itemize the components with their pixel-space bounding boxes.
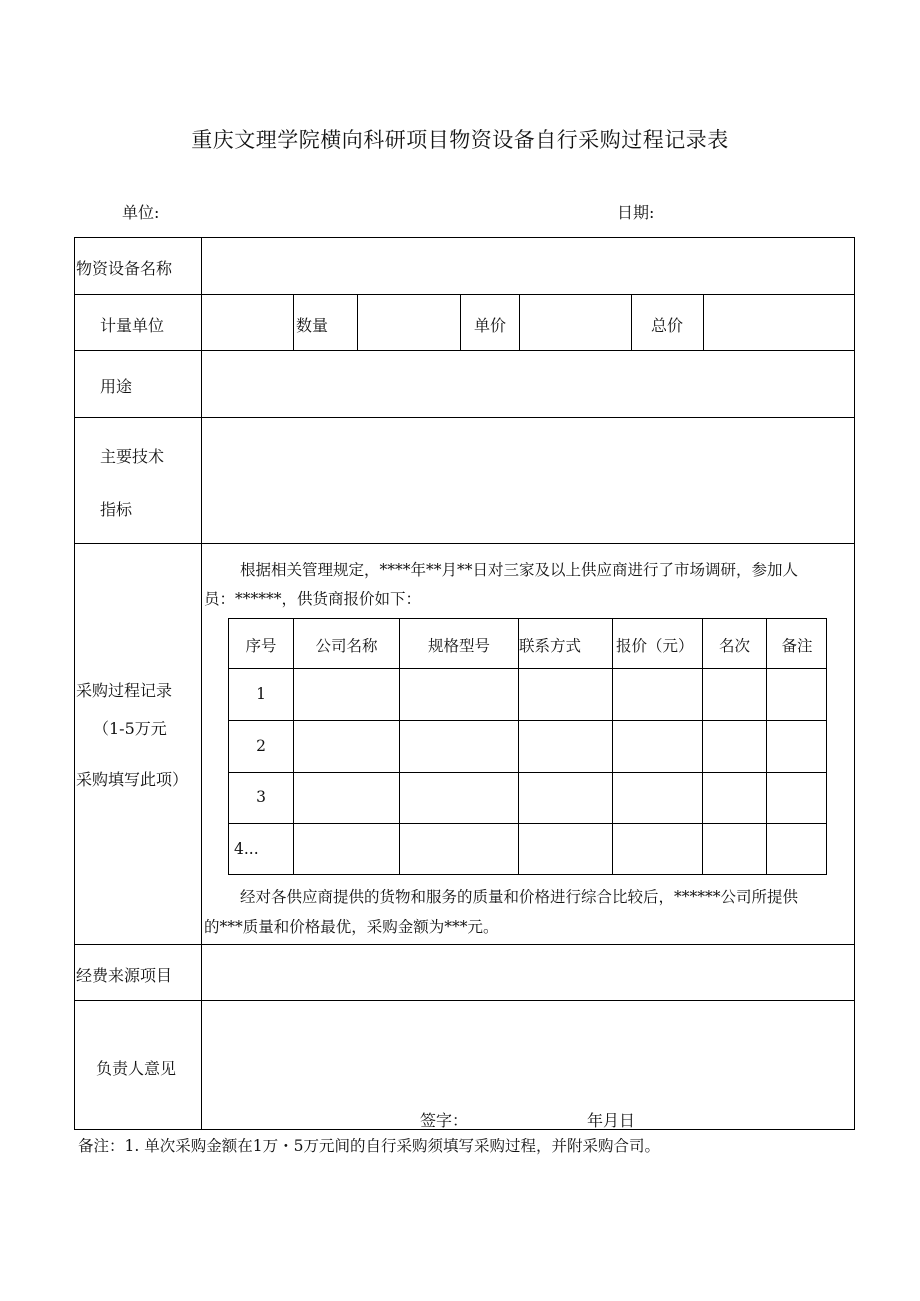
quote-row-index: 2 xyxy=(256,737,266,755)
quote-table xyxy=(228,618,827,875)
quote-col-divider xyxy=(766,618,767,875)
signature-date-label: 年月日 xyxy=(587,1111,636,1130)
quote-header-spec: 规格型号 xyxy=(427,637,490,655)
quote-row-index: 3 xyxy=(256,788,266,806)
process-note-label: 采购填写此项） xyxy=(76,770,189,789)
unit-price-label: 单价 xyxy=(474,316,507,335)
quantity-label: 数量 xyxy=(296,316,329,335)
quote-row-divider xyxy=(228,668,827,669)
quote-header-contact: 联系方式 xyxy=(519,637,582,655)
date-label: 日期: xyxy=(617,203,655,222)
quote-row-index: 1 xyxy=(256,685,266,703)
cell-divider xyxy=(631,294,632,350)
cell-divider xyxy=(519,294,520,350)
label-column-divider xyxy=(201,237,202,1130)
process-intro-line2: 员：******，供货商报价如下： xyxy=(204,590,422,608)
cell-divider xyxy=(703,294,704,350)
footnote: 备注：1. 单次采购金额在1万・5万元间的自行采购须填写采购过程，并附采购合司。 xyxy=(78,1137,660,1155)
process-intro-line1: 根据相关管理规定，****年**月**日对三家及以上供应商进行了市场调研，参加人 xyxy=(240,561,799,579)
quote-row-divider xyxy=(228,823,827,824)
quote-col-divider xyxy=(293,618,294,875)
measure-unit-label: 计量单位 xyxy=(100,316,165,335)
row-divider xyxy=(74,944,855,945)
quote-row-index: 4... xyxy=(234,840,259,858)
quote-row-divider xyxy=(228,772,827,773)
cell-divider xyxy=(357,294,358,350)
row-divider xyxy=(74,543,855,544)
purpose-label: 用途 xyxy=(100,377,133,396)
quote-header-rank: 名次 xyxy=(718,637,750,655)
cell-divider xyxy=(460,294,461,350)
tech-spec-label-2: 指标 xyxy=(100,500,133,519)
process-conclusion-line2: 的***质量和价格最优，采购金额为***元。 xyxy=(204,918,499,936)
quote-col-divider xyxy=(702,618,703,875)
process-range-label: （1-5万元 xyxy=(93,719,167,738)
signature-label: 签字： xyxy=(420,1111,469,1130)
quote-header-index: 序号 xyxy=(245,637,277,655)
row-divider xyxy=(74,350,855,351)
quote-row-divider xyxy=(228,720,827,721)
quote-header-remark: 备注 xyxy=(781,637,813,655)
cell-divider xyxy=(293,294,294,350)
funding-label: 经费来源项目 xyxy=(76,966,173,985)
manager-opinion-label: 负责人意见 xyxy=(96,1059,177,1078)
quote-col-divider xyxy=(399,618,400,875)
row-divider xyxy=(74,1000,855,1001)
quote-header-company: 公司名称 xyxy=(315,637,378,655)
item-name-label: 物资设备名称 xyxy=(76,259,173,278)
quote-col-divider xyxy=(518,618,519,875)
row-divider xyxy=(74,294,855,295)
process-conclusion-line1: 经对各供应商提供的货物和服务的质量和价格进行综合比较后，******公司所提供 xyxy=(240,888,799,906)
unit-label: 单位: xyxy=(122,203,160,222)
page-title: 重庆文理学院横向科研项目物资设备自行采购过程记录表 xyxy=(191,128,729,152)
quote-col-divider xyxy=(612,618,613,875)
process-label: 采购过程记录 xyxy=(76,681,173,700)
total-price-label: 总价 xyxy=(651,316,684,335)
tech-spec-label: 主要技术 xyxy=(100,447,165,466)
quote-header-price: 报价（元） xyxy=(616,637,694,655)
row-divider xyxy=(74,417,855,418)
